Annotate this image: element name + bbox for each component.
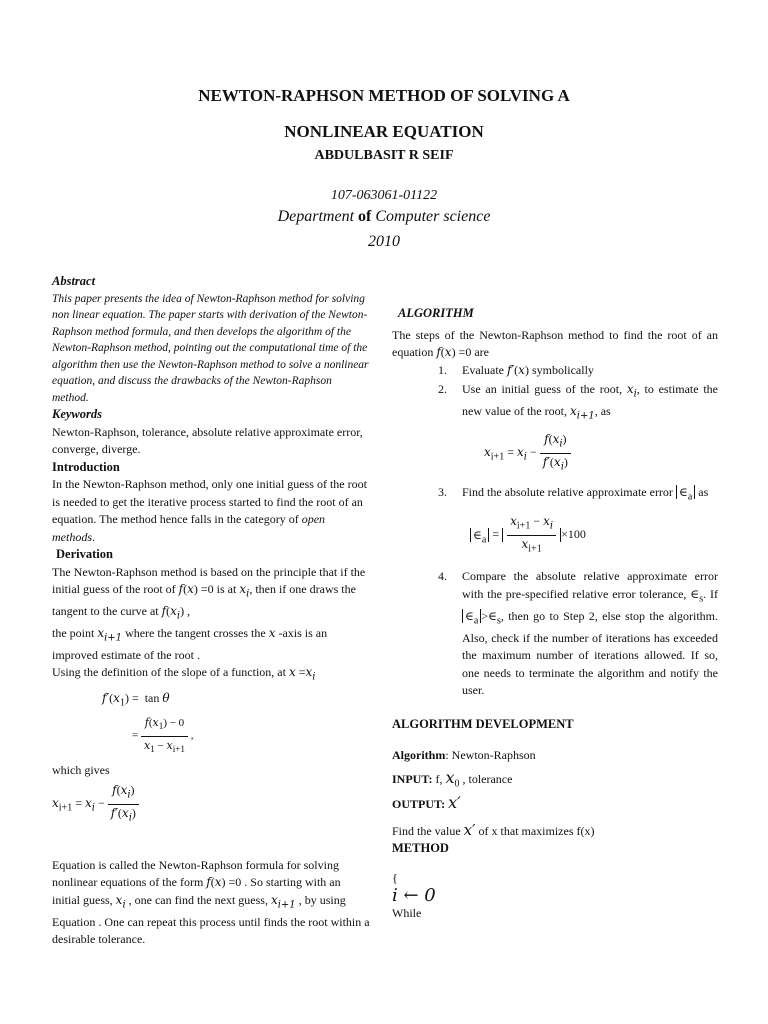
right-column (392, 305, 718, 922)
step-1: 1. Evaluate f′(x) symbolically (438, 362, 594, 377)
step-3-formula: $\in_a$ = $\frac{x_{i+1} - x_i}{x_{i+1}}$ ×100 (392, 513, 718, 558)
derivation-heading: Derivation (56, 547, 113, 561)
algorithm-heading: ALGORITHM (398, 306, 474, 320)
keywords-body: Newton-Raphson, tolerance, absolute relative approximate error, converge, diverge. (52, 424, 363, 456)
student-id: 107-063061-01122 (330, 188, 438, 203)
author: ABDULBASIT R SEIF (314, 148, 454, 163)
slope-equation: $f'(x_1) = \tan \theta$ (102, 691, 170, 709)
department: Department of Computer science (277, 208, 491, 225)
algorithm-name: Algorithm: Newton-Raphson (392, 748, 536, 763)
title-line-2: NONLINEAR EQUATION (284, 122, 484, 141)
algorithm-input: INPUT: f, $x_0$ , tolerance (392, 767, 513, 789)
algorithm-development-heading: ALGORITHM DEVELOPMENT (392, 716, 574, 731)
algorithm-output: OUTPUT: x′ (392, 793, 461, 813)
find-value-text: Find the value x′ of x that maximizes f(x) (392, 820, 595, 839)
step-2: 2. Use an initial guess of the root, $x_i$, to estimate the new value of the root, $x_{i+1}$, as (438, 382, 718, 422)
abstract-heading: Abstract (52, 274, 96, 288)
title-line-1: NEWTON-RAPHSON METHOD OF SOLVING A (198, 86, 570, 105)
init-assignment: i ← 0 (392, 885, 436, 907)
intro-heading: Introduction (52, 459, 120, 474)
algorithm-intro: The steps of the Newton-Raphson method to find the root of an equation f(x) =0 are (392, 327, 718, 359)
equation-paragraph: Equation is called the Newton-Raphson formula for solving nonlinear equations of the form f(x) =0 . So starting with an initial guess, $x_i$ , one can find the next guess, $x_{i+1}$ , by using Equation . One can repeat this process until finds the root within a desirable tolerance. (52, 857, 370, 946)
which-gives: which gives (52, 763, 110, 778)
abstract-body: This paper presents the idea of Newton-Raphson method for solving non linear equation. The paper starts with derivation of the Newton-Raphson method formula, and then develops the algorithm of the Newton-Raphson method, pointing out the computational time of the algorithm then use the Newton-Raphson method to solve a nonlinear equation, and discuss the drawbacks of the Newton-Raphson method. (52, 292, 369, 404)
newton-raphson-formula: $x_{i+1} = x_i$ − $\frac{f(x_i)}{f'(x_i)}$ (52, 782, 370, 827)
derivation-para-2: Using the definition of the slope of a function, at $x =x_i$ (52, 665, 316, 683)
step-4: 4. Compare the absolute relative approximate error with the pre-specified relative error tolerance, $\in_s$. If $\in_a$ $>\in_s$, then go to Step 2, else stop the algorithm. Also, check if the number of iterations has exceeded the maximum number of iterations allowed. If so, one needs to terminate the algorithm and notify the user. (438, 569, 718, 698)
keywords-heading: Keywords (52, 407, 102, 421)
open-brace: { (392, 870, 398, 885)
slope-equation-fraction: = $\frac{f(x_1) - 0}{x_1 - x_{i+1}}$ , (132, 715, 194, 754)
method-label: METHOD (392, 841, 449, 856)
step-2-formula: $x_{i+1} = x_i$ − $\frac{f(x_i)}{f'(x_i)}$ (392, 431, 718, 476)
while-keyword: While (392, 905, 422, 920)
intro-body: In the Newton-Raphson method, only one initial guess of the root is needed to get the iterative process started to find the root of an equation. The method hence falls in the category of open methods. (52, 477, 367, 544)
step-3: 3. Find the absolute relative approximate error $\in_a$ as (438, 484, 709, 502)
derivation-para-1: The Newton-Raphson method is based on the principle that if the initial guess of the root of f(x) =0 is at $x_i$, then if one draws the tangent to the curve at $f(x_i)$ , the point $x_{i+1}$ where the tangent crosses the x -axis is an improved estimate of the root . (52, 564, 366, 662)
left-column (52, 273, 370, 949)
year: 2010 (368, 233, 400, 250)
